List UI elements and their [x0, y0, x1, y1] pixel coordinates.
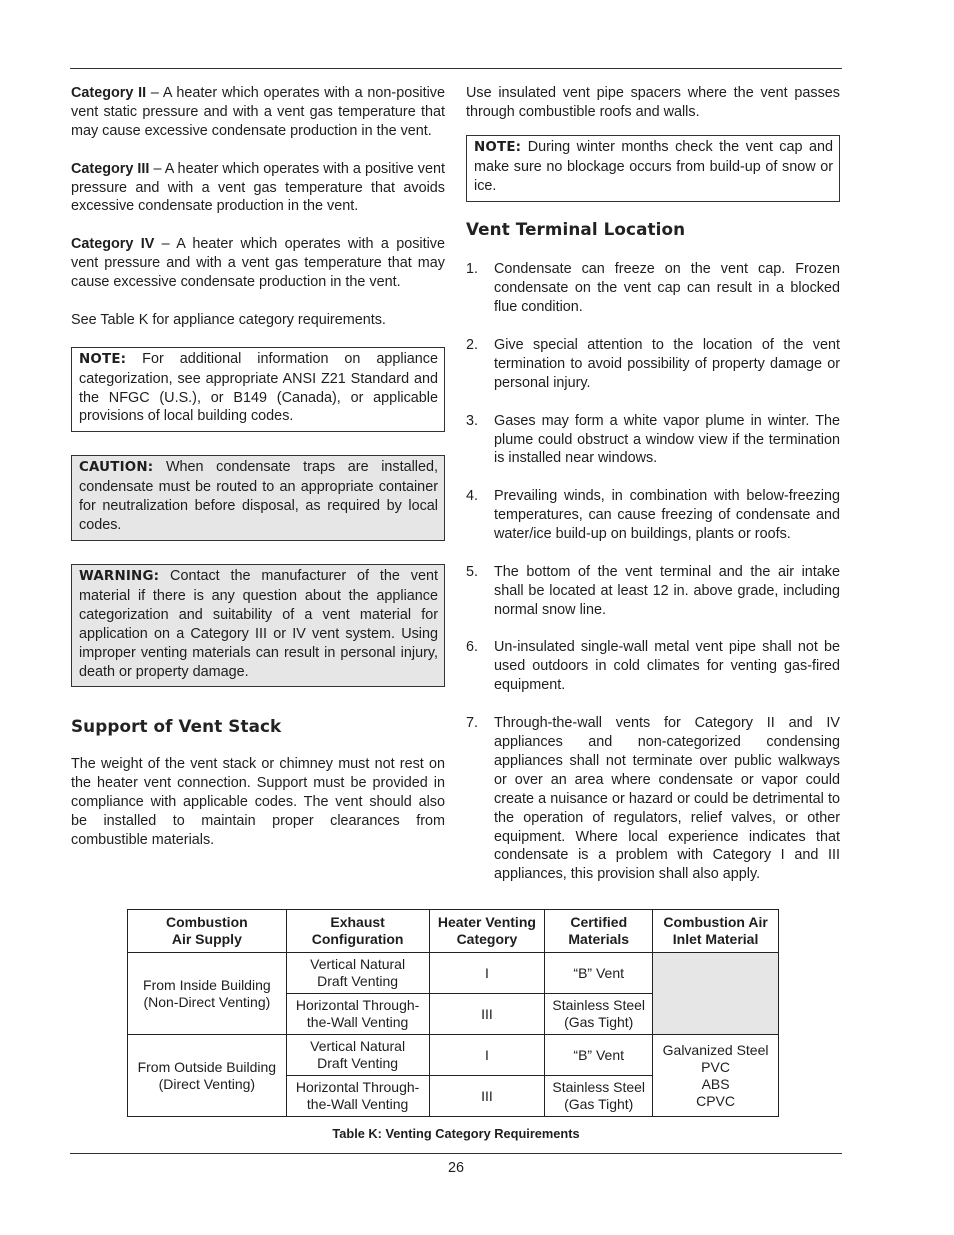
cell-category: I [429, 1035, 545, 1076]
venting-table [127, 909, 779, 1117]
list-item [466, 260, 840, 317]
list-item-text: Through-the-wall vents for Category II and IV appliances and non-categorized condensing appliances shall not terminate over public walkways or over an area where condensate or vapor could create a nuisance or hazard or could be detrimental to the operation of regulators, relief valves, or other equipment. Where local experience indicates that condensate is a problem with Category I and III appliances, this provision shall also apply. [494, 715, 840, 883]
list-item-number: 7. [466, 715, 479, 732]
list-item-number: 5. [466, 563, 479, 580]
terminal-heading: Vent Terminal Location [466, 218, 686, 239]
support-heading: Support of Vent Stack [71, 716, 282, 737]
cell-material: “B” Vent [545, 1035, 653, 1076]
list-item-text: Gases may form a white vapor plume in winter. The plume could obstruct a window view if the termination is installed near windows. [494, 412, 840, 467]
winter-note-box [466, 135, 840, 202]
support-paragraph: The weight of the vent stack or chimney must not rest on the heater vent connection. Support must be provided in compliance with applicable codes. The vent should also be installed to maintain proper clearances from combustible materials. [71, 756, 445, 848]
cell-horizontal: Horizontal Through- the-Wall Venting [286, 1076, 429, 1117]
cell-category: III [429, 994, 545, 1035]
cell-outside-building: From Outside Building (Direct Venting) [128, 1035, 287, 1117]
cell-horizontal: Horizontal Through- the-Wall Venting [286, 994, 429, 1035]
list-item-number: 6. [466, 639, 479, 656]
list-item-number: 3. [466, 412, 479, 429]
list-item-text: Un-insulated single-wall metal vent pipe shall not be used outdoors in cold climates for venting gas-fired equipment. [494, 639, 840, 694]
bottom-rule [70, 1153, 842, 1154]
warning-box [71, 564, 445, 687]
category-iv-label: Category IV [71, 236, 155, 253]
category-iv-text: – A heater which operates with a positive vent pressure and with a vent gas temperature that may cause excessive condensate production in the vent. [71, 236, 445, 291]
warning-text: Contact the manufacturer of the vent material if there is any question about the appliance categorization and suitability of a vent material for application on a Category III or IV vent system. Using improper venting materials can result in personal injury, death or property damage. [79, 567, 438, 680]
table-header-row [128, 910, 779, 953]
category-ii-text: – A heater which operates with a non-positive vent static pressure and with a vent gas temperature that may cause excessive condensate production in the vent. [71, 85, 445, 139]
left-column [71, 84, 445, 850]
caution-label: CAUTION: [79, 460, 154, 476]
top-rule [70, 68, 842, 69]
note-box [71, 347, 445, 433]
cell-inside-building: From Inside Building (Non-Direct Venting) [128, 953, 287, 1035]
cell-material: Stainless Steel (Gas Tight) [545, 994, 653, 1035]
category-iii-text: – A heater which operates with a positive vent pressure and with a vent gas temperature that avoids excessive condensate production in the vent. [71, 160, 445, 215]
list-item [466, 563, 840, 620]
winter-note-text: During winter months check the vent cap and make sure no blockage occurs from build-up of snow or ice. [474, 138, 833, 194]
note-text: For additional information on appliance categorization, see appropriate ANSI Z21 Standard and the NFGC (U.S.), or B149 (Canada), or applicable provisions of local building codes. [79, 350, 438, 425]
caution-box [71, 455, 445, 541]
list-item [466, 412, 840, 469]
spacers-paragraph: Use insulated vent pipe spacers where the vent passes through combustible roofs and walls. [466, 85, 840, 120]
list-item-text: Condensate can freeze on the vent cap. Frozen condensate on the vent cap can result in a blocked flue condition. [494, 261, 840, 316]
table-row [128, 953, 779, 994]
list-item-text: Prevailing winds, in combination with below-freezing temperatures, can cause freezing of condensate and water/ice build-up on buildings, plants or roofs. [494, 488, 840, 543]
header-certified-materials: Certified Materials [545, 910, 653, 953]
list-item [466, 638, 840, 695]
list-item-text: The bottom of the vent terminal and the air intake shall be located at least 12 in. above grade, including normal snow line. [494, 563, 840, 618]
cell-category: I [429, 953, 545, 994]
cell-inlet-materials: Galvanized Steel PVC ABS CPVC [653, 1035, 779, 1117]
table-caption: Table K: Venting Category Requirements [332, 1126, 580, 1141]
list-item-number: 1. [466, 261, 479, 278]
see-table-paragraph: See Table K for appliance category requirements. [71, 311, 386, 328]
category-ii-label: Category II [71, 85, 147, 101]
header-inlet-material: Combustion Air Inlet Material [653, 910, 779, 953]
list-item-text: Give special attention to the location of the vent termination to avoid possibility of property damage or personal injury. [494, 337, 840, 391]
caution-text: When condensate traps are installed, condensate must be routed to an appropriate container for neutralization before disposal, as required by local codes. [79, 459, 438, 534]
cell-category: III [429, 1076, 545, 1117]
header-combustion-air-supply: Combustion Air Supply [128, 910, 287, 953]
cell-material: Stainless Steel (Gas Tight) [545, 1076, 653, 1117]
category-iii-label: Category III [71, 160, 150, 177]
list-item [466, 487, 840, 544]
table-row [128, 1035, 779, 1076]
cell-vertical: Vertical Natural Draft Venting [286, 1035, 429, 1076]
list-item-number: 2. [466, 337, 479, 354]
winter-note-label: NOTE: [474, 139, 522, 155]
right-column [466, 84, 840, 884]
cell-material: “B” Vent [545, 953, 653, 994]
list-item [466, 714, 840, 884]
header-exhaust-configuration: Exhaust Configuration [286, 910, 429, 953]
header-venting-category: Heater Venting Category [429, 910, 545, 953]
note-label: NOTE: [79, 351, 127, 367]
category-ii-paragraph [71, 84, 445, 141]
category-iii-paragraph [71, 160, 445, 217]
terminal-list [466, 260, 840, 884]
category-iv-paragraph [71, 235, 445, 292]
list-item-number: 4. [466, 488, 479, 505]
list-item [466, 336, 840, 393]
page-number: 26 [447, 1160, 464, 1176]
warning-label: WARNING: [79, 568, 160, 584]
cell-inlet-empty [653, 953, 779, 1035]
cell-vertical: Vertical Natural Draft Venting [286, 953, 429, 994]
